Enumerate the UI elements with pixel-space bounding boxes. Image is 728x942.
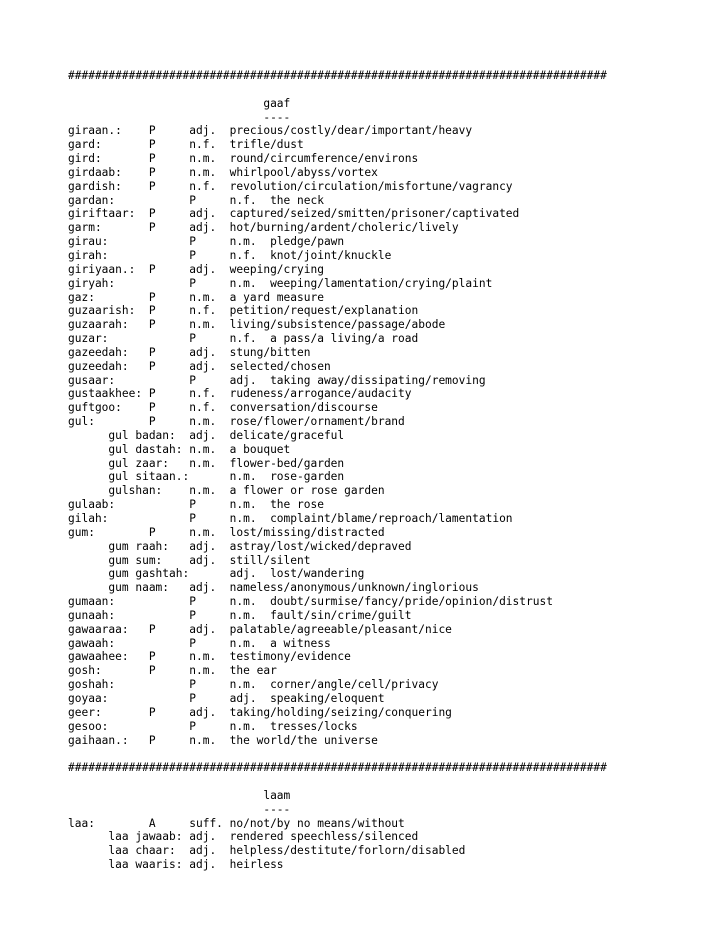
sub-entry-line: gul dastah: n.m. a bouquet [68, 442, 291, 456]
entry-line: guzar: P n.f. a pass/a living/a road [68, 332, 419, 346]
entry-line: gosh: P n.m. the ear [68, 664, 277, 678]
entry-line: gesoo: P n.m. tresses/locks [68, 719, 358, 733]
entry-line: giriyaan.: P adj. weeping/crying [68, 262, 324, 276]
entry-line: gusaar: P adj. taking away/dissipating/removing [68, 373, 486, 387]
entry-line: gumaan: P n.m. doubt/surmise/fancy/pride/opinion/distrust [68, 595, 553, 609]
entry-line: gardish: P n.f. revolution/circulation/misfortune/vagrancy [68, 179, 513, 193]
entry-line: gul: P n.m. rose/flower/ornament/brand [68, 415, 405, 429]
entry-line: gaihaan.: P n.m. the world/the universe [68, 733, 378, 747]
blank-line [68, 747, 718, 761]
entry-line: geer: P adj. taking/holding/seizing/conquering [68, 705, 452, 719]
entry-line: gunaah: P n.m. fault/sin/crime/guilt [68, 608, 412, 622]
dictionary-text [68, 69, 718, 872]
section-underline: ---- [68, 802, 291, 816]
sub-entry-line: gum gashtah: adj. lost/wandering [68, 567, 365, 581]
entry-line: gardan: P n.f. the neck [68, 193, 324, 207]
section-heading: gaaf [68, 96, 291, 110]
entry-line: gilah: P n.m. complaint/blame/reproach/lamentation [68, 512, 513, 525]
section-heading: laam [68, 788, 291, 802]
entry-line: laa: A suff. no/not/by no means/without [68, 816, 405, 830]
sub-entry-line: gul badan: adj. delicate/graceful [68, 428, 345, 442]
sub-entry-line: gum naam: adj. nameless/anonymous/unknown/inglorious [68, 581, 479, 595]
dictionary-page [68, 69, 718, 872]
sub-entry-line: gum sum: adj. still/silent [68, 553, 311, 567]
sub-entry-line: laa chaar: adj. helpless/destitute/forlorn/disabled [68, 844, 466, 858]
entry-line: guftgoo: P n.f. conversation/discourse [68, 401, 378, 415]
sub-entry-line: laa jawaab: adj. rendered speechless/silenced [68, 830, 419, 844]
sub-entry-line: gulshan: n.m. a flower or rose garden [68, 484, 385, 498]
section-divider: ################################################################################ [68, 69, 607, 82]
entry-line: gustaakhee: P n.f. rudeness/arrogance/audacity [68, 387, 412, 401]
entry-line: gawaah: P n.m. a witness [68, 636, 331, 650]
sub-entry-line: gum raah: adj. astray/lost/wicked/depraved [68, 539, 412, 553]
section-divider: ################################################################################ [68, 761, 607, 775]
blank-line [68, 83, 718, 97]
entry-line: gawaahee: P n.m. testimony/evidence [68, 650, 351, 664]
sub-entry-line: gul zaar: n.m. flower-bed/garden [68, 456, 345, 470]
entry-line: girau: P n.m. pledge/pawn [68, 235, 345, 249]
entry-line: gulaab: P n.m. the rose [68, 498, 324, 512]
entry-line: gazeedah: P adj. stung/bitten [68, 345, 311, 359]
entry-line: giraan.: P adj. precious/costly/dear/important/heavy [68, 124, 473, 138]
blank-line [68, 775, 718, 789]
entry-line: goyaa: P adj. speaking/eloquent [68, 691, 385, 705]
entry-line: gaz: P n.m. a yard measure [68, 290, 324, 304]
entry-line: gum: P n.m. lost/missing/distracted [68, 525, 385, 539]
entry-line: giryah: P n.m. weeping/lamentation/crying/plaint [68, 276, 493, 290]
entry-line: guzaarish: P n.f. petition/request/explanation [68, 304, 419, 318]
entry-line: guzeedah: P adj. selected/chosen [68, 359, 331, 373]
entry-line: girah: P n.f. knot/joint/knuckle [68, 248, 392, 262]
sub-entry-line: gul sitaan.: n.m. rose-garden [68, 470, 345, 484]
section-underline: ---- [68, 110, 291, 124]
entry-line: guzaarah: P n.m. living/subsistence/passage/abode [68, 318, 446, 332]
sub-entry-line: laa waaris: adj. heirless [68, 858, 284, 872]
entry-line: gawaaraa: P adj. palatable/agreeable/pleasant/nice [68, 622, 452, 636]
entry-line: gard: P n.f. trifle/dust [68, 138, 304, 152]
entry-line: goshah: P n.m. corner/angle/cell/privacy [68, 678, 439, 692]
entry-line: gird: P n.m. round/circumference/environs [68, 152, 419, 166]
entry-line: girdaab: P n.m. whirlpool/abyss/vortex [68, 165, 378, 179]
entry-line: garm: P adj. hot/burning/ardent/choleric/lively [68, 221, 459, 235]
entry-line: giriftaar: P adj. captured/seized/smitten/prisoner/captivated [68, 207, 520, 221]
